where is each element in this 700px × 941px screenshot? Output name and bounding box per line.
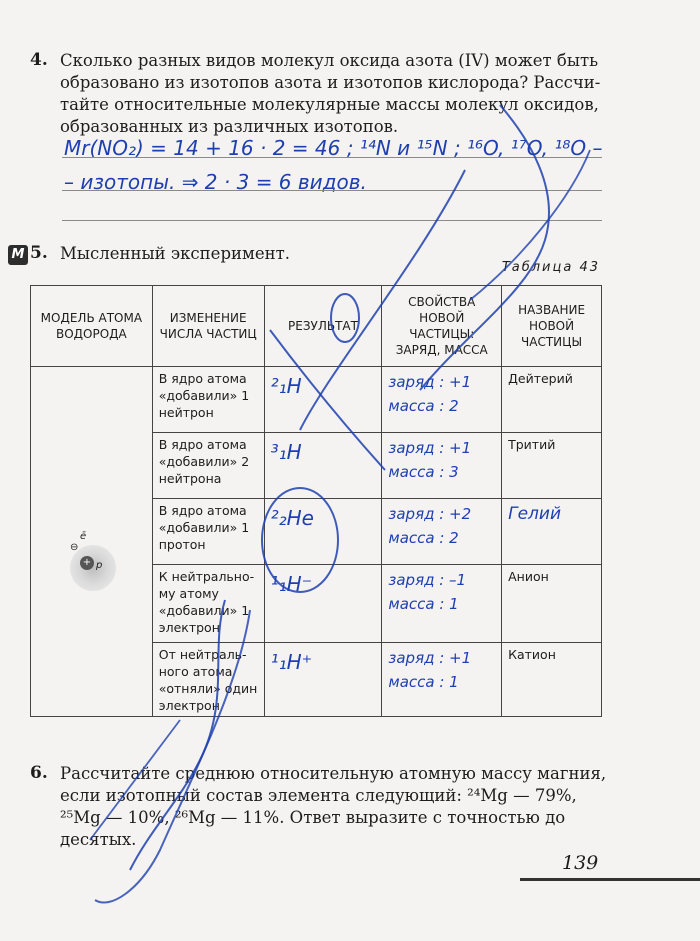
result-formula: ²₁H xyxy=(270,374,302,398)
answer-rule xyxy=(62,190,602,191)
charge-value: заряд : +1 xyxy=(388,649,472,667)
task-6-number: 6. xyxy=(30,763,48,783)
charge-value: заряд : +2 xyxy=(388,505,472,523)
header-name: НАЗВАНИЕ НОВОЙ ЧАСТИЦЫ xyxy=(502,286,602,367)
experiment-table xyxy=(30,285,602,717)
task-6-line: Рассчитайте среднюю относительную атомную массу магния, xyxy=(60,764,607,783)
answer-rule xyxy=(62,157,602,158)
result-formula: ¹₁H⁻ xyxy=(270,572,313,596)
task-4-line: тайте относительные молекулярные массы молекул оксидов, xyxy=(60,95,599,114)
result-formula: ²₂He xyxy=(270,506,314,530)
mental-task-icon: M xyxy=(8,245,28,265)
charge-value: заряд : +1 xyxy=(388,373,472,391)
page-number: 139 xyxy=(562,852,599,874)
properties-cell xyxy=(382,643,502,717)
page-number-rule xyxy=(520,878,700,881)
change-cell: От нейтраль-ного атома «отняли» один электрон xyxy=(152,643,264,717)
result-formula: ¹₁H⁺ xyxy=(270,650,313,674)
mass-value: масса : 1 xyxy=(388,595,459,613)
particle-name-cell: Дейтерий xyxy=(502,367,602,433)
header-model: МОДЕЛЬ АТОМА ВОДОРОДА xyxy=(31,286,153,367)
header-result: РЕЗУЛЬТАТ xyxy=(264,286,382,367)
particle-name-cell xyxy=(502,499,602,565)
particle-name-cell: Тритий xyxy=(502,433,602,499)
charge-value: заряд : +1 xyxy=(388,439,472,457)
change-cell: В ядро атома «добавили» 1 нейтрон xyxy=(152,367,264,433)
answer-rule xyxy=(62,220,602,221)
pen-scribble xyxy=(470,150,590,300)
proton-label: p xyxy=(96,560,103,571)
result-formula: ³₁H xyxy=(270,440,302,464)
electron-icon: ⊖ xyxy=(70,542,79,553)
hydrogen-model-cell xyxy=(31,367,153,717)
task-5-title: Мысленный эксперимент. xyxy=(60,244,290,263)
change-cell: В ядро атома «добавили» 1 протон xyxy=(152,499,264,565)
result-cell xyxy=(264,565,382,643)
change-cell: В ядро атома «добавили» 2 нейтрона xyxy=(152,433,264,499)
mass-value: масса : 1 xyxy=(388,673,459,691)
task-4-answer-line-1: Mr(NO₂) = 14 + 16 · 2 = 46 ; ¹⁴N и ¹⁵N ; ¹⁶O, ¹⁷O, ¹⁸O – xyxy=(64,136,603,160)
task-4-line: Сколько разных видов молекул оксида азота (IV) может быть xyxy=(60,51,599,70)
charge-value: заряд : –1 xyxy=(388,571,467,589)
mass-value: масса : 2 xyxy=(388,529,459,547)
properties-cell xyxy=(382,367,502,433)
particle-name-cell: Катион xyxy=(502,643,602,717)
task-4-line: образованных из различных изотопов. xyxy=(60,117,399,136)
task-4-answer-line-2: – изотопы. ⇒ 2 · 3 = 6 видов. xyxy=(64,170,367,194)
task-6-line: если изотопный состав элемента следующий: ²⁴Mg — 79%, xyxy=(60,786,577,805)
task-4-question xyxy=(60,50,600,138)
header-properties: СВОЙСТВА НОВОЙ ЧАСТИЦЫ: ЗАРЯД, МАССА xyxy=(382,286,502,367)
result-cell xyxy=(264,643,382,717)
mass-value: масса : 2 xyxy=(388,397,459,415)
result-cell xyxy=(264,499,382,565)
task-6-question xyxy=(60,763,606,851)
particle-name-cell: Анион xyxy=(502,565,602,643)
properties-cell xyxy=(382,565,502,643)
change-cell: К нейтрально-му атому «добавили» 1 электрон xyxy=(152,565,264,643)
task-4-line: образовано из изотопов азота и изотопов кислорода? Рассчи- xyxy=(60,73,601,92)
properties-cell xyxy=(382,499,502,565)
properties-cell xyxy=(382,433,502,499)
task-6-line: ²⁵Mg — 10%, ²⁶Mg — 11%. Ответ выразите с точностью до xyxy=(60,808,566,827)
task-5-number: 5. xyxy=(30,243,48,263)
result-cell xyxy=(264,433,382,499)
electron-label: ē xyxy=(80,531,87,542)
header-change: ИЗМЕНЕНИЕ ЧИСЛА ЧАСТИЦ xyxy=(152,286,264,367)
handwritten-particle-name: Гелий xyxy=(508,504,562,524)
mass-value: масса : 3 xyxy=(388,463,459,481)
task-4-number: 4. xyxy=(30,50,48,70)
table-caption: Таблица 43 xyxy=(501,260,600,275)
task-6-line: десятых. xyxy=(60,830,137,849)
proton-icon: + xyxy=(80,556,94,570)
result-cell xyxy=(264,367,382,433)
